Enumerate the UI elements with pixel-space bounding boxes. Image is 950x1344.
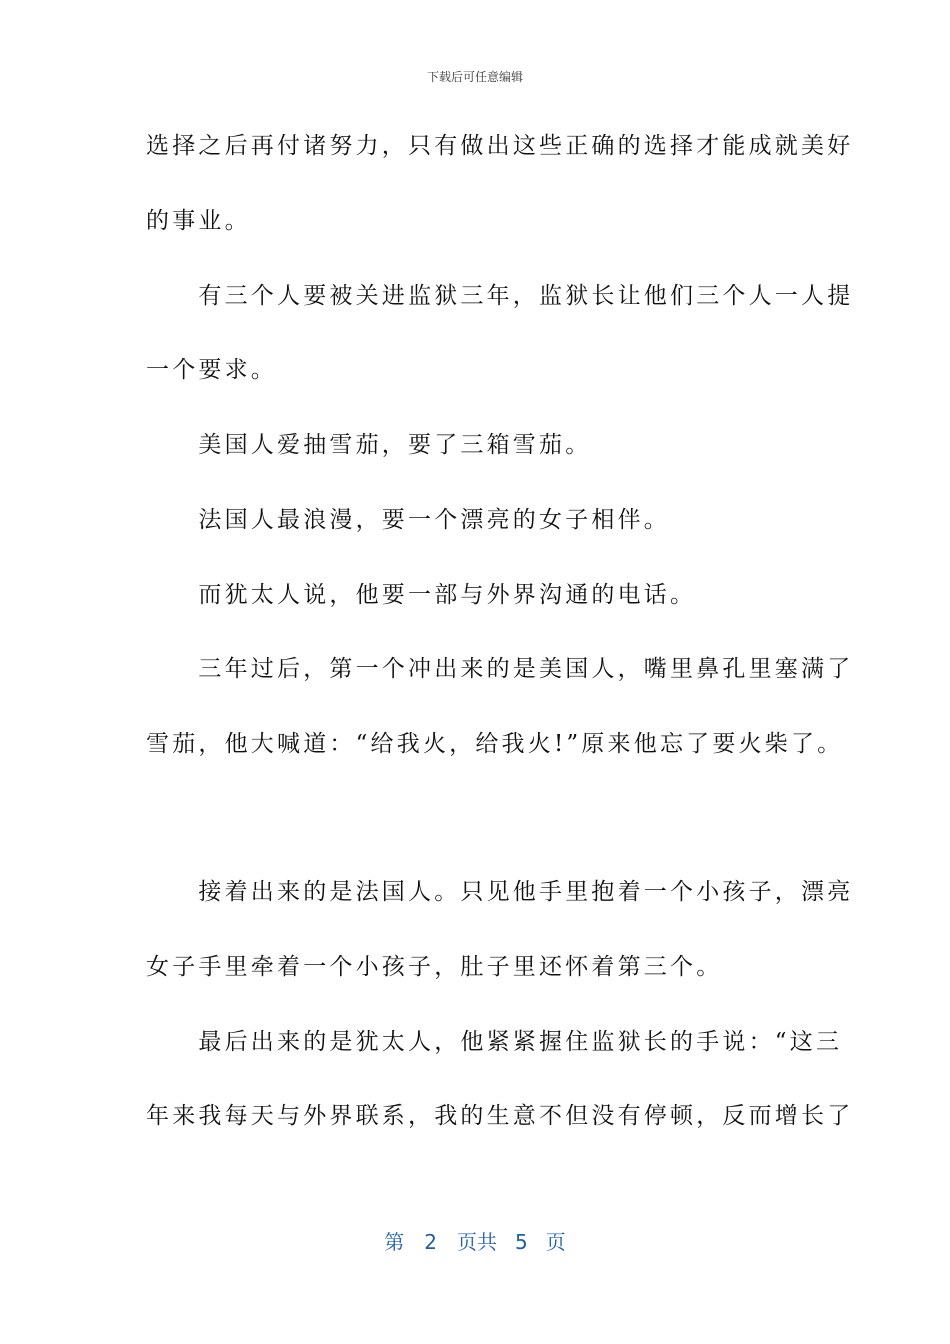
paragraph-line: 雪茄，他大喊道：“给我火，给我火!”原来他忘了要火柴了。 — [146, 731, 844, 757]
footer-suffix: 页 — [545, 1230, 566, 1254]
paragraph-line: 三年过后，第一个冲出来的是美国人，嘴里鼻孔里塞满了 — [146, 656, 854, 682]
paragraph-line: 的事业。 — [146, 208, 251, 234]
paragraph-line: 年来我每天与外界联系，我的生意不但没有停顿，反而增长了 — [146, 1103, 854, 1129]
paragraph-line: 最后出来的是犹太人，他紧紧握住监狱长的手说：“这三 — [146, 1029, 843, 1055]
paragraph-line: 女子手里牵着一个小孩子，肚子里还怀着第三个。 — [146, 954, 723, 980]
paragraph-line: 接着出来的是法国人。只见他手里抱着一个小孩子，漂亮 — [146, 879, 854, 905]
page-footer — [0, 1226, 950, 1255]
paragraph-line: 有三个人要被关进监狱三年，监狱长让他们三个人一人提 — [146, 283, 854, 309]
paragraph-line: 选择之后再付诸努力，只有做出这些正确的选择才能成就美好 — [146, 133, 854, 159]
paragraph-line: 美国人爱抽雪茄，要了三箱雪茄。 — [146, 432, 592, 458]
paragraph-line: 而犹太人说，他要一部与外界沟通的电话。 — [146, 582, 697, 608]
footer-page-number: 2 — [424, 1230, 437, 1254]
footer-middle: 页共 — [457, 1230, 497, 1254]
paragraph-line: 法国人最浪漫，要一个漂亮的女子相伴。 — [146, 507, 670, 533]
footer-prefix: 第 — [384, 1230, 405, 1254]
page-header: 下载后可任意编辑 — [426, 70, 523, 84]
footer-total-pages: 5 — [515, 1230, 528, 1254]
paragraph-line: 一个要求。 — [146, 357, 277, 383]
